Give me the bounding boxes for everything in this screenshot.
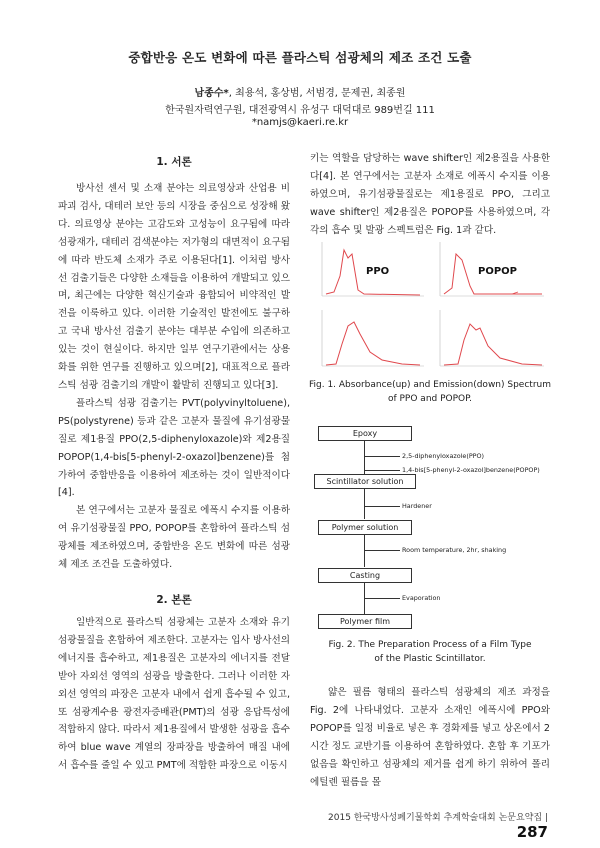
fig2-caption-line1: Fig. 2. The Preparation Process of a Film Type	[328, 640, 532, 650]
fig1-caption	[308, 378, 552, 406]
fig1-caption-line2: of PPO and POPOP.	[387, 394, 473, 404]
flow-annot-room-temp: Room temperature, 2hr, shaking	[402, 546, 507, 554]
right-paragraph-2: 얇은 필름 형태의 플라스틱 섬광체의 제조 과정을 Fig. 2에 나타내었다. 고분자 소재인 에폭시에 PPO와 POPOP를 일정 비율로 넣은 후 경화제를 넣고 상온에서 2 시간 정도 교반기를 이용하여 혼합하였다. 혼합 후 기포가 없음을 확인하고 섬광체의 제거를 쉽게 하기 위하여 폴리에틸렌 필름을 몰	[310, 687, 550, 788]
fig1-panel-ppo-emission	[322, 310, 424, 366]
intro-paragraph-3: 본 연구에서는 고분자 물질로 에폭시 수지를 이용하여 유기섬광물질 PPO, POPOP를 혼합하여 플라스틱 섬광체를 제조하였으며, 중합반응 온도 변화에 따른 섬광체 제조 조건을 도출하였다.	[58, 505, 290, 571]
intro-heading: 1. 서론	[156, 156, 192, 168]
flow-box-polymer-solution: Polymer solution	[318, 520, 412, 535]
fig1-spectra	[312, 236, 552, 372]
intro-paragraph-1: 방사선 센서 및 소재 분야는 의료영상과 산업용 비파괴 검사, 대테러 보안 등의 시장을 중심으로 성장해 왔다. 의료영상 분야는 고감도와 고성능이 요구됨에 따라 섬광재가, 대테러 검색분야는 저가형의 대면적이 요구됨에 따라 반도체 소재가 주로 이용된다[1]. 이처럼 방사선 검출기들은 다양한 소재들을 이용하여 개발되고 있으며, 최근에는 다양한 혁신기술과 융합되어 비약적인 발전을 이룩하고 있다. 이러한 기술적인 발전에도 불구하고 국내 방사선 검출기 분야는 대부분 수입에 의존하고 있는 것이 현실이다. 하지만 일부 연구기관에서는 상용화를 위한 연구를 진행하고 있으며[2], 대표적으로 플라스틱 섬광 검출기의 개발이 활발히 진행되고 있다[3].	[58, 183, 290, 391]
flow-box-epoxy: Epoxy	[318, 426, 412, 441]
flow-box-scintillator-solution: Scintillator solution	[314, 474, 416, 489]
co-authors: , 최용석, 홍상범, 서범경, 문제권, 최종원	[228, 88, 406, 99]
flow-annot-evaporation: Evaporation	[402, 594, 441, 602]
page-footer	[300, 810, 548, 841]
author-list	[0, 84, 600, 99]
contact-email: *namjs@kaeri.re.kr	[251, 117, 349, 128]
right-col-top-text	[310, 150, 550, 240]
body-text	[58, 614, 290, 775]
fig2-caption	[308, 638, 552, 666]
paper-title: 중합반응 온도 변화에 따른 플라스틱 섬광체의 제조 조건 도출	[128, 50, 472, 65]
fig2-flowchart	[312, 422, 552, 632]
right-col-bottom-text	[310, 684, 550, 791]
intro-paragraph-2: 플라스틱 섬광 검출기는 PVT(polyvinyltoluene), PS(polystyrene) 등과 같은 고분자 물질에 유기섬광물질로 제1용질 PPO(2,5-diphenyloxazole)와 제2용질 POPOP(1,4-bis[5-phenyl-2-oxazol]benzene)를 첨가하여 중합반응을 이용하여 제조하는 것이 일반적이다[4].	[58, 397, 290, 499]
flow-box-polymer-film: Polymer film	[318, 614, 412, 629]
fig1-label-popop: POPOP	[478, 266, 517, 277]
flow-annot-hardener: Hardener	[402, 502, 432, 510]
fig1-caption-line1: Fig. 1. Absorbance(up) and Emission(down) Spectrum	[308, 380, 551, 390]
lead-author: 남종수*	[194, 88, 229, 99]
affiliation: 한국원자력연구원, 대전광역시 유성구 대덕대로 989번길 111	[165, 105, 435, 116]
intro-text	[58, 180, 290, 574]
page-number: 287	[516, 823, 548, 841]
fig2-caption-line2: of the Plastic Scintillator.	[374, 654, 486, 664]
footer-separator: |	[544, 813, 548, 823]
flow-box-casting: Casting	[318, 568, 412, 583]
flow-annot-popop: 1,4-bis[5-phenyl-2-oxazol]benzene(POPOP)	[402, 466, 540, 474]
fig1-label-ppo: PPO	[366, 266, 390, 277]
right-paragraph-1: 키는 역할을 담당하는 wave shifter인 제2용질을 사용한다[4]. 본 연구에서는 고분자 소재로 에폭시 수지를 이용하였으며, 유기섬광물질로는 제1용질로 PPO, 그리고 wave shifter인 제2용질은 POPOP를 사용하였으며, 각각의 흡수 및 발광 스펙트럼은 Fig. 1과 같다.	[310, 153, 550, 236]
fig1-panel-popop-emission	[440, 310, 544, 366]
flow-annot-ppo: 2,5-diphenyloxazole(PPO)	[402, 452, 485, 460]
footer-text: 2015 한국방사성폐기물학회 추계학술대회 논문요약집	[328, 813, 543, 823]
body-paragraph-1: 일반적으로 플라스틱 섬광체는 고분자 소재와 유기섬광물질을 혼합하여 제조한다. 고분자는 입사 방사선의 에너지를 흡수하고, 제1용질은 고분자의 에너지를 전달받아 자외선 영역의 섬광을 방출한다. 그러나 이러한 자외선 영역의 파장은 고분자 내에서 쉽게 흡수될 수 있고, 또 섬광계수용 광전자증배관(PMT)의 섬광 응답특성에 적합하지 않다. 따라서 제1용질에서 발생한 섬광을 흡수하여 blue wave 계열의 장파장을 방출하여 매질 내에서 흡수를 줄일 수 있고 PMT에 적합한 파장으로 이동시	[58, 617, 290, 772]
body-heading: 2. 본론	[156, 594, 192, 606]
